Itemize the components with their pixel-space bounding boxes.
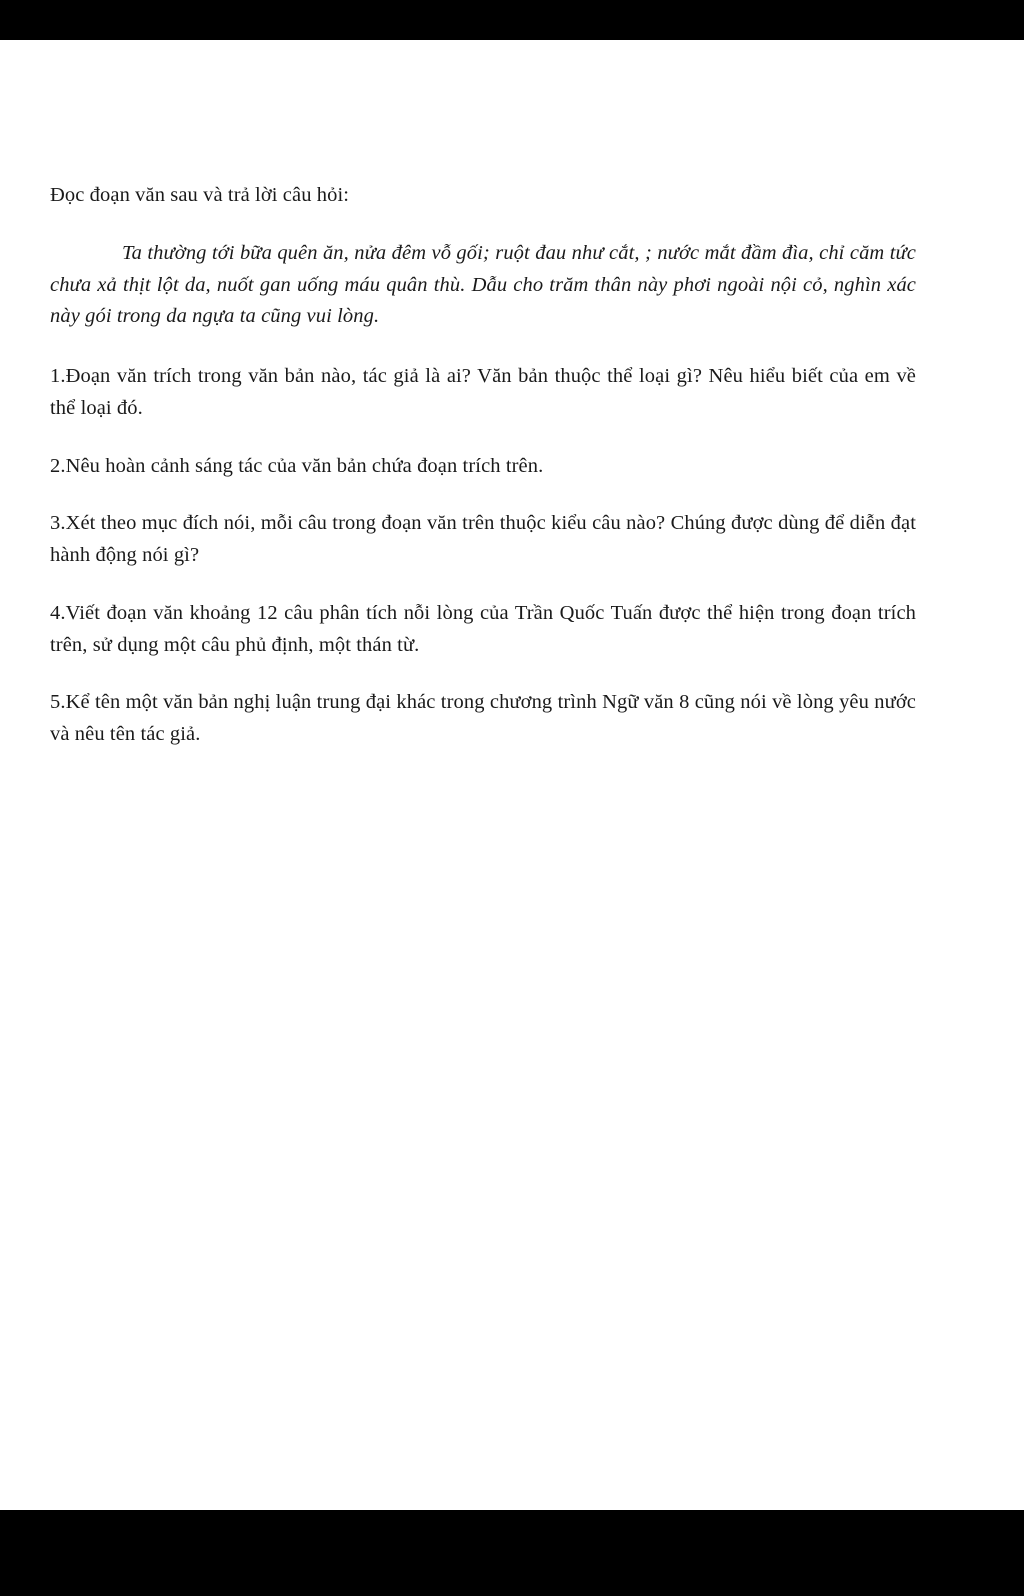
question-5: 5.Kể tên một văn bản nghị luận trung đại khác trong chương trình Ngữ văn 8 cũng nói về lòng yêu nước và nêu tên tác giả. (50, 691, 916, 746)
question-1: 1.Đoạn văn trích trong văn bản nào, tác giả là ai? Văn bản thuộc thể loại gì? Nêu hiểu biết của em về thể loại đó. (50, 365, 916, 419)
top-letterbox-band (0, 0, 1024, 40)
question-3: 3.Xét theo mục đích nói, mỗi câu trong đoạn văn trên thuộc kiểu câu nào? Chúng được dùng để diễn đạt hành động nói gì? (50, 512, 916, 567)
question-4: 4.Viết đoạn văn khoảng 12 câu phân tích nỗi lòng của Trần Quốc Tuấn được thể hiện trong đoạn trích trên, sử dụng một câu phủ định, một thán từ. (50, 601, 916, 656)
bottom-letterbox-band (0, 1510, 1024, 1596)
question-2: 2.Nêu hoàn cảnh sáng tác của văn bản chứa đoạn trích trên. (50, 454, 544, 477)
document-body (0, 40, 1024, 751)
instruction-line: Đọc đoạn văn sau và trả lời câu hỏi: (50, 184, 350, 206)
document-page (0, 40, 1024, 1510)
quoted-passage: Ta thường tới bữa quên ăn, nửa đêm vỗ gối; ruột đau như cắt, ; nước mắt đầm đìa, chỉ căm tức chưa xả thịt lột da, nuốt gan uống máu quân thù. Dẫu cho trăm thân này phơi ngoài nội cỏ, nghìn xác này gói trong da ngựa ta cũng vui lòng. (50, 241, 916, 328)
